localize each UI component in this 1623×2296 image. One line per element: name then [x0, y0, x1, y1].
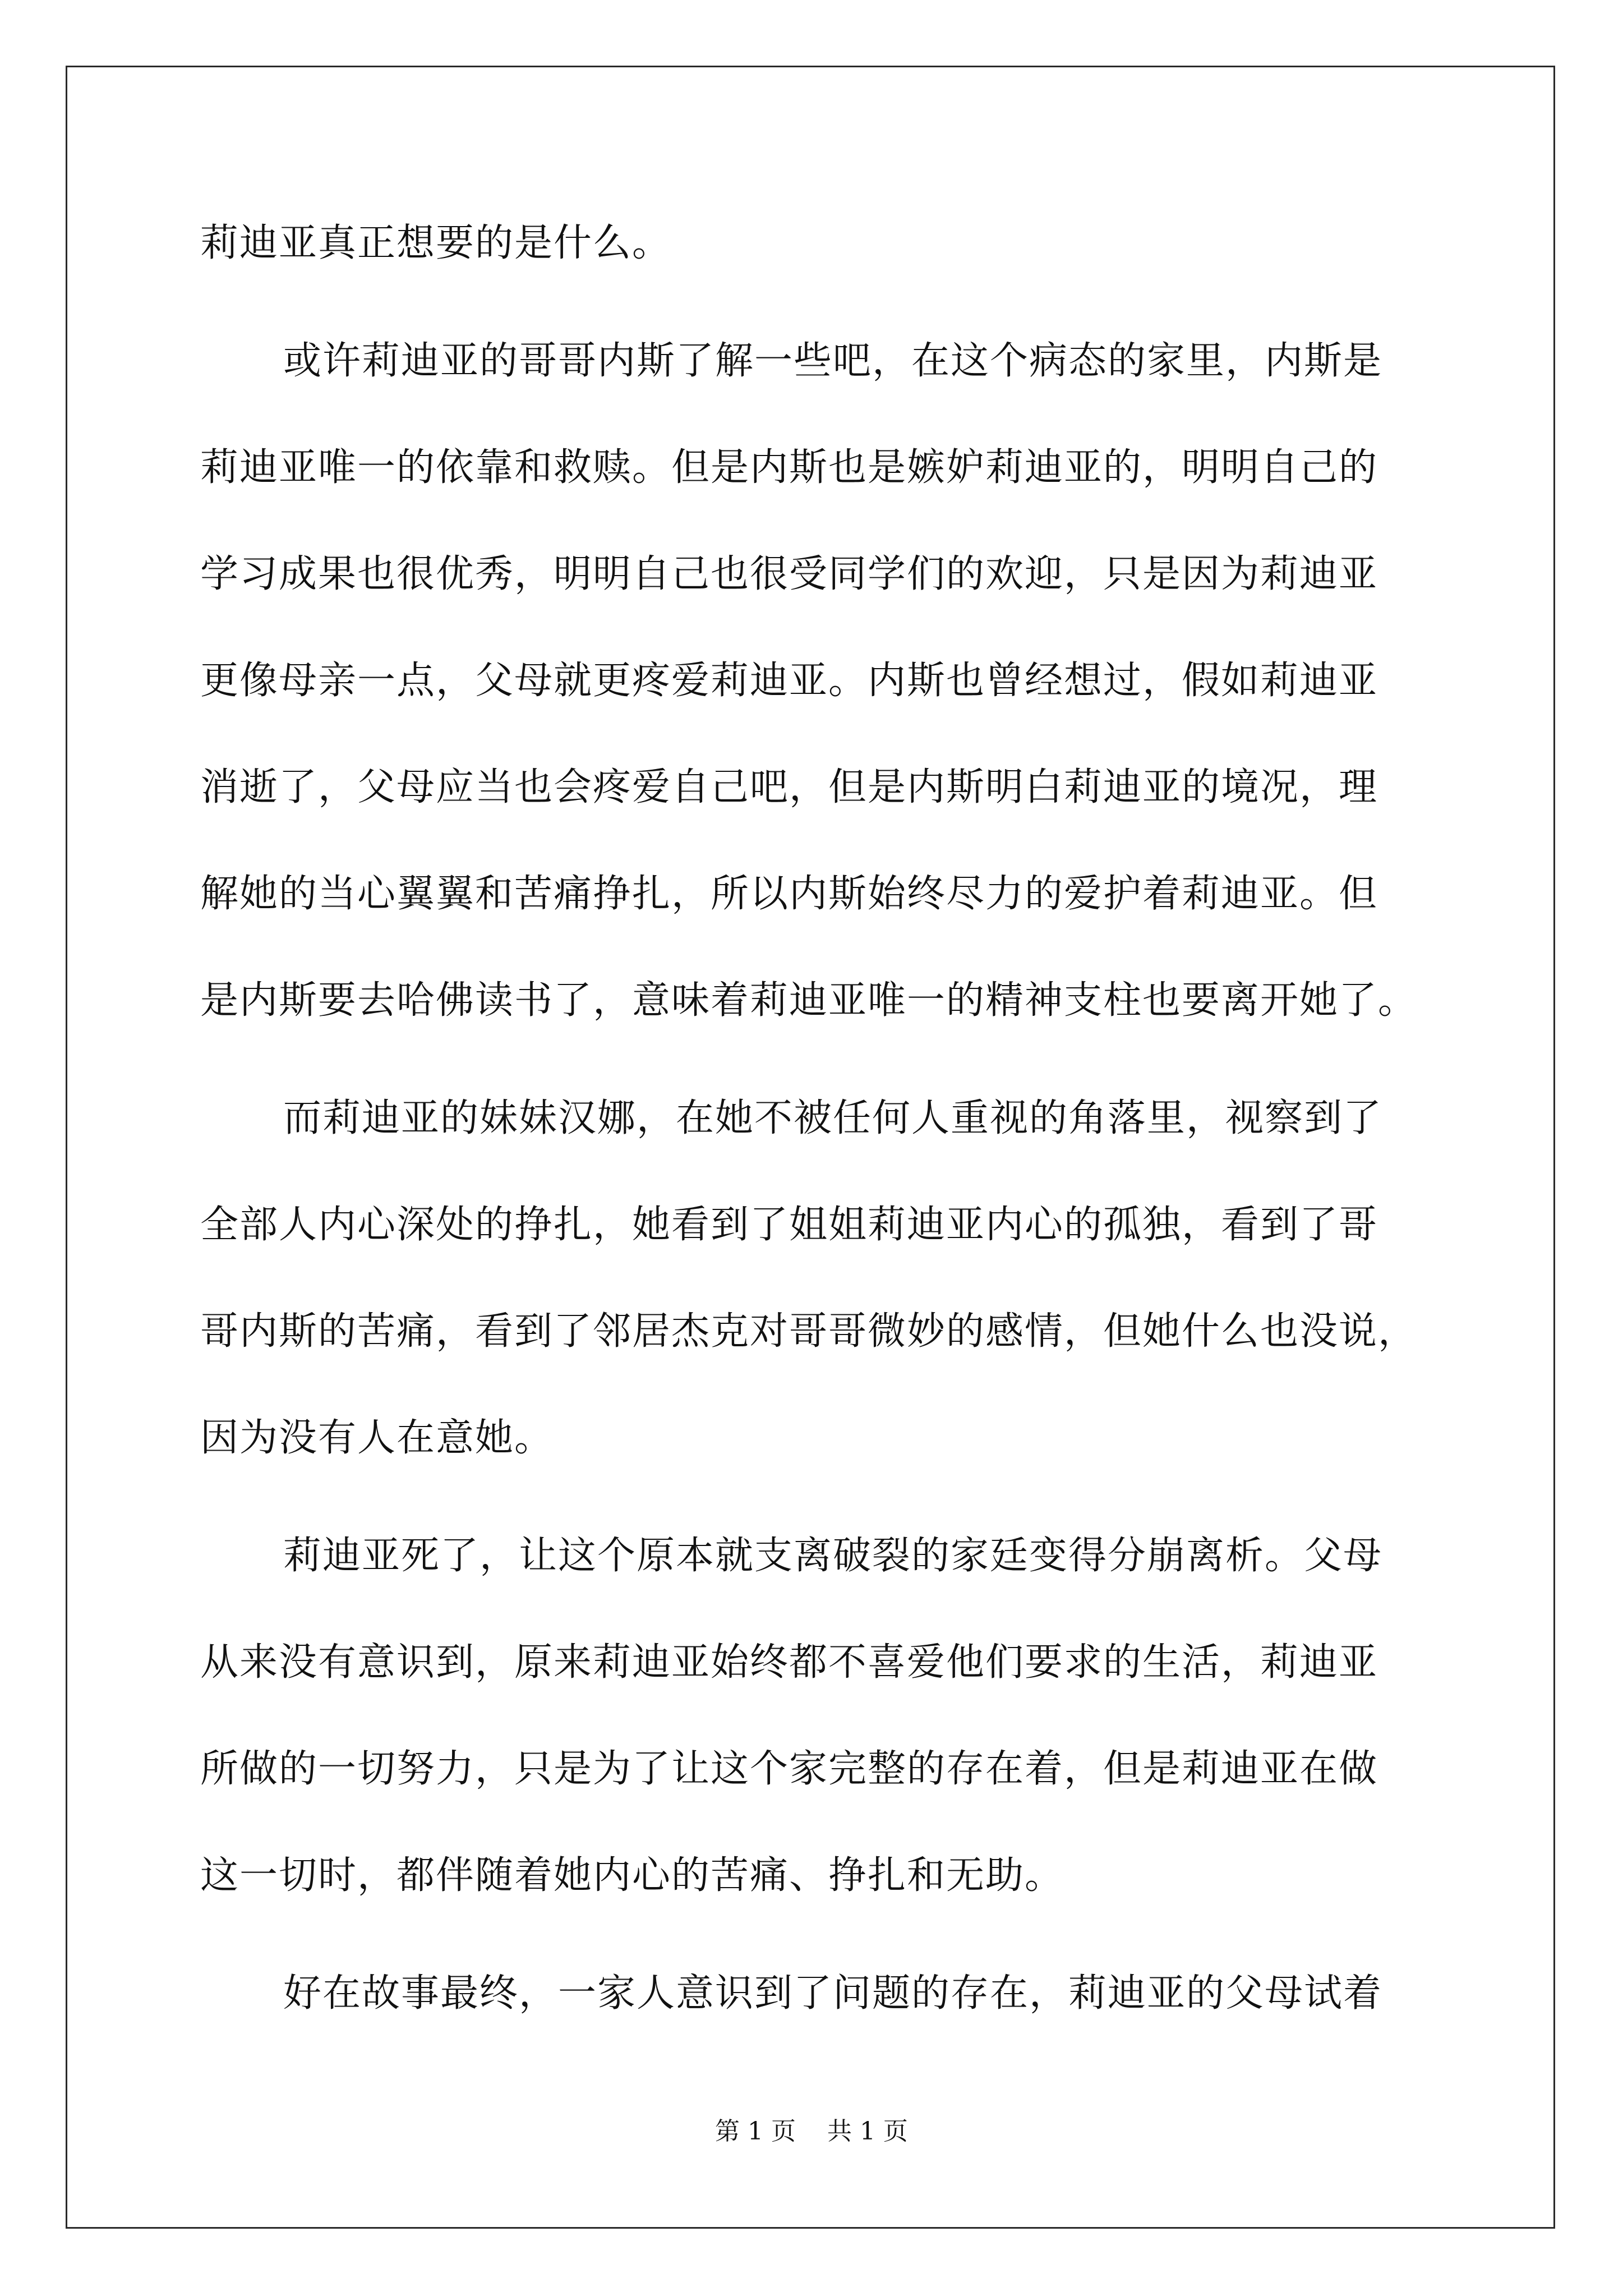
paragraph-start-line: 好在故事最终，一家人意识到了问题的存在，莉迪亚的父母试着 [283, 1971, 1383, 2016]
text-line: 是内斯要去哈佛读书了，意味着莉迪亚唯一的精神支柱也要离开她了。 [200, 978, 1418, 1023]
paragraph-start-line: 或许莉迪亚的哥哥内斯了解一些吧，在这个病态的家里，内斯是 [283, 339, 1383, 383]
text-line: 莉迪亚真正想要的是什么。 [200, 221, 672, 265]
text-line: 所做的一切努力，只是为了让这个家完整的存在着，但是莉迪亚在做 [200, 1747, 1378, 1791]
text-line: 学习成果也很优秀，明明自己也很受同学们的欢迎，只是因为莉迪亚 [200, 552, 1378, 596]
paragraph-start-line: 而莉迪亚的妹妹汉娜，在她不被任何人重视的角落里，视察到了 [283, 1096, 1383, 1140]
text-line: 因为没有人在意她。 [200, 1416, 554, 1460]
text-line: 更像母亲一点，父母就更疼爱莉迪亚。内斯也曾经想过，假如莉迪亚 [200, 659, 1378, 703]
text-line: 全部人内心深处的挣扎，她看到了姐姐莉迪亚内心的孤独，看到了哥 [200, 1203, 1378, 1247]
text-line: 解她的当心翼翼和苦痛挣扎，所以内斯始终尽力的爱护着莉迪亚。但 [200, 872, 1378, 916]
text-line: 消逝了，父母应当也会疼爱自己吧，但是内斯明白莉迪亚的境况，理 [200, 765, 1378, 809]
paragraph-start-line: 莉迪亚死了，让这个原本就支离破裂的家廷变得分崩离析。父母 [283, 1534, 1383, 1578]
page-border [66, 66, 1555, 2229]
page-number-footer: 第 1 页 共 1 页 [715, 2117, 908, 2146]
text-line: 哥内斯的苦痛，看到了邻居杰克对哥哥微妙的感情，但她什么也没说， [200, 1309, 1418, 1354]
text-line: 从来没有意识到，原来莉迪亚始终都不喜爱他们要求的生活，莉迪亚 [200, 1640, 1378, 1685]
text-line: 这一切时，都伴随着她内心的苦痛、挣扎和无助。 [200, 1853, 1064, 1898]
text-line: 莉迪亚唯一的依靠和救赎。但是内斯也是嫉妒莉迪亚的，明明自己的 [200, 445, 1378, 490]
